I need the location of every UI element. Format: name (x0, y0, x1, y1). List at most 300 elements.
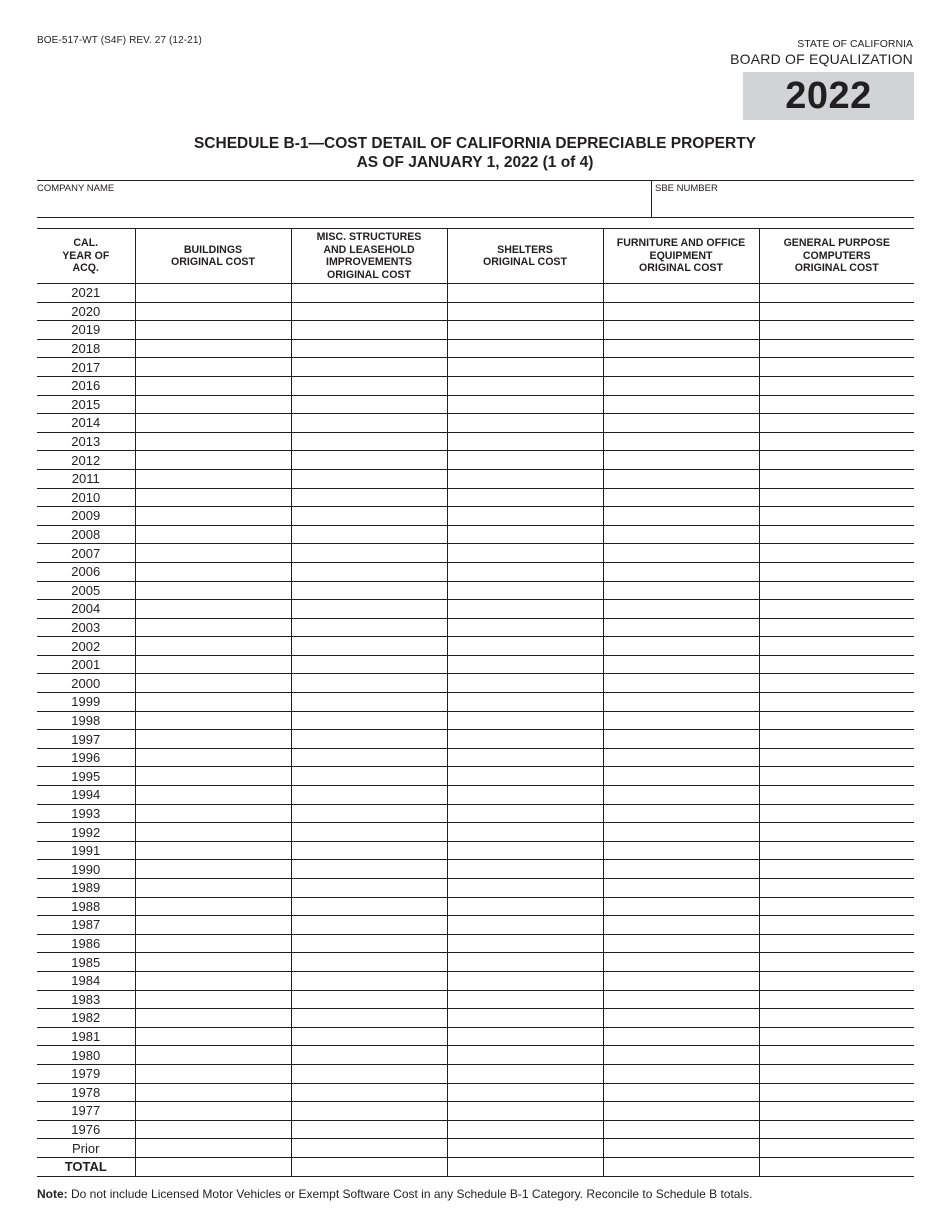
shelters-cell[interactable] (447, 990, 603, 1009)
furniture-cell[interactable] (603, 581, 759, 600)
buildings-cell[interactable] (135, 916, 291, 935)
computers-cell[interactable] (759, 618, 914, 637)
table-row (37, 916, 914, 935)
table-row (37, 488, 914, 507)
furniture-cell[interactable] (603, 655, 759, 674)
shelters-cell[interactable] (447, 1064, 603, 1083)
buildings-cell[interactable] (135, 1139, 291, 1158)
year-cell: 2002 (37, 637, 135, 656)
furniture-cell[interactable] (603, 1139, 759, 1158)
furniture-cell[interactable] (603, 934, 759, 953)
table-row (37, 451, 914, 470)
shelters-cell[interactable] (447, 544, 603, 563)
computers-cell[interactable] (759, 1027, 914, 1046)
misc-structures-cell[interactable] (291, 841, 447, 860)
furniture-cell[interactable] (603, 525, 759, 544)
table-row (37, 693, 914, 712)
misc-structures-cell[interactable] (291, 693, 447, 712)
computers-cell[interactable] (759, 507, 914, 526)
furniture-cell[interactable] (603, 786, 759, 805)
computers-cell[interactable] (759, 1064, 914, 1083)
shelters-cell[interactable] (447, 637, 603, 656)
misc-structures-cell[interactable] (291, 711, 447, 730)
buildings-cell[interactable] (135, 507, 291, 526)
furniture-cell[interactable] (603, 897, 759, 916)
furniture-cell[interactable] (603, 971, 759, 990)
misc-structures-cell[interactable] (291, 748, 447, 767)
misc-structures-cell[interactable] (291, 284, 447, 303)
computers-cell[interactable] (759, 395, 914, 414)
year-cell: 2008 (37, 525, 135, 544)
misc-structures-cell[interactable] (291, 990, 447, 1009)
misc-structures-cell[interactable] (291, 525, 447, 544)
furniture-cell[interactable] (603, 1120, 759, 1139)
shelters-cell[interactable] (447, 525, 603, 544)
buildings-cell[interactable] (135, 730, 291, 749)
buildings-cell[interactable] (135, 748, 291, 767)
furniture-cell[interactable] (603, 451, 759, 470)
furniture-cell[interactable] (603, 879, 759, 898)
furniture-cell[interactable] (603, 953, 759, 972)
shelters-cell[interactable] (447, 971, 603, 990)
misc-structures-cell[interactable] (291, 730, 447, 749)
misc-structures-cell[interactable] (291, 488, 447, 507)
buildings-cell[interactable] (135, 414, 291, 433)
shelters-cell[interactable] (447, 655, 603, 674)
misc-structures-cell[interactable] (291, 339, 447, 358)
furniture-cell[interactable] (603, 469, 759, 488)
computers-cell[interactable] (759, 655, 914, 674)
shelters-cell[interactable] (447, 376, 603, 395)
computers-cell[interactable] (759, 693, 914, 712)
shelters-cell[interactable] (447, 302, 603, 321)
shelters-cell[interactable] (447, 488, 603, 507)
furniture-cell[interactable] (603, 860, 759, 879)
buildings-cell[interactable] (135, 1009, 291, 1028)
misc-structures-cell[interactable] (291, 1046, 447, 1065)
furniture-cell[interactable] (603, 488, 759, 507)
misc-structures-cell[interactable] (291, 1009, 447, 1028)
year-cell: 2011 (37, 469, 135, 488)
furniture-cell[interactable] (603, 414, 759, 433)
form-number: BOE-517-WT (S4F) REV. 27 (12-21) (37, 35, 202, 46)
shelters-cell[interactable] (447, 562, 603, 581)
computers-cell[interactable] (759, 953, 914, 972)
computers-cell[interactable] (759, 1046, 914, 1065)
furniture-cell[interactable] (603, 637, 759, 656)
table-row (37, 507, 914, 526)
total-furniture-cell[interactable] (603, 1157, 759, 1176)
furniture-cell[interactable] (603, 1027, 759, 1046)
col-header-year: CAL. YEAR OF ACQ. (37, 229, 135, 284)
furniture-cell[interactable] (603, 562, 759, 581)
buildings-cell[interactable] (135, 804, 291, 823)
shelters-cell[interactable] (447, 432, 603, 451)
buildings-cell[interactable] (135, 284, 291, 303)
table-row (37, 655, 914, 674)
misc-structures-cell[interactable] (291, 432, 447, 451)
furniture-cell[interactable] (603, 302, 759, 321)
year-cell: 2016 (37, 376, 135, 395)
buildings-cell[interactable] (135, 767, 291, 786)
computers-cell[interactable] (759, 581, 914, 600)
computers-cell[interactable] (759, 284, 914, 303)
misc-structures-cell[interactable] (291, 804, 447, 823)
misc-structures-cell[interactable] (291, 879, 447, 898)
misc-structures-cell[interactable] (291, 600, 447, 619)
year-cell: 2010 (37, 488, 135, 507)
computers-cell[interactable] (759, 1120, 914, 1139)
year-cell: 2009 (37, 507, 135, 526)
buildings-cell[interactable] (135, 879, 291, 898)
misc-structures-cell[interactable] (291, 1064, 447, 1083)
buildings-cell[interactable] (135, 469, 291, 488)
buildings-cell[interactable] (135, 674, 291, 693)
buildings-cell[interactable] (135, 358, 291, 377)
furniture-cell[interactable] (603, 693, 759, 712)
buildings-cell[interactable] (135, 637, 291, 656)
misc-structures-cell[interactable] (291, 321, 447, 340)
computers-cell[interactable] (759, 897, 914, 916)
shelters-cell[interactable] (447, 916, 603, 935)
year-cell: 2017 (37, 358, 135, 377)
buildings-cell[interactable] (135, 451, 291, 470)
table-row (37, 879, 914, 898)
computers-cell[interactable] (759, 748, 914, 767)
buildings-cell[interactable] (135, 953, 291, 972)
misc-structures-cell[interactable] (291, 934, 447, 953)
computers-cell[interactable] (759, 786, 914, 805)
buildings-cell[interactable] (135, 339, 291, 358)
misc-structures-cell[interactable] (291, 1083, 447, 1102)
buildings-cell[interactable] (135, 1102, 291, 1121)
furniture-cell[interactable] (603, 767, 759, 786)
furniture-cell[interactable] (603, 284, 759, 303)
buildings-cell[interactable] (135, 1120, 291, 1139)
buildings-cell[interactable] (135, 544, 291, 563)
shelters-cell[interactable] (447, 804, 603, 823)
computers-cell[interactable] (759, 414, 914, 433)
buildings-cell[interactable] (135, 432, 291, 451)
agency-name: BOARD OF EQUALIZATION (730, 51, 913, 67)
shelters-cell[interactable] (447, 395, 603, 414)
table-row (37, 786, 914, 805)
computers-cell[interactable] (759, 637, 914, 656)
computers-cell[interactable] (759, 488, 914, 507)
shelters-cell[interactable] (447, 934, 603, 953)
computers-cell[interactable] (759, 302, 914, 321)
misc-structures-cell[interactable] (291, 507, 447, 526)
total-shelters-cell[interactable] (447, 1157, 603, 1176)
sbe-number-field[interactable] (651, 181, 914, 217)
misc-structures-cell[interactable] (291, 953, 447, 972)
computers-cell[interactable] (759, 432, 914, 451)
misc-structures-cell[interactable] (291, 544, 447, 563)
shelters-cell[interactable] (447, 1027, 603, 1046)
page-title (0, 134, 950, 172)
computers-cell[interactable] (759, 804, 914, 823)
shelters-cell[interactable] (447, 339, 603, 358)
furniture-cell[interactable] (603, 730, 759, 749)
year-cell: 1986 (37, 934, 135, 953)
furniture-cell[interactable] (603, 507, 759, 526)
furniture-cell[interactable] (603, 711, 759, 730)
buildings-cell[interactable] (135, 990, 291, 1009)
misc-structures-cell[interactable] (291, 823, 447, 842)
furniture-cell[interactable] (603, 1064, 759, 1083)
table-row (37, 1083, 914, 1102)
misc-structures-cell[interactable] (291, 562, 447, 581)
buildings-cell[interactable] (135, 321, 291, 340)
year-cell: 2021 (37, 284, 135, 303)
col-header-furniture: FURNITURE AND OFFICE EQUIPMENT ORIGINAL COST (603, 229, 759, 284)
buildings-cell[interactable] (135, 600, 291, 619)
year-cell: 1984 (37, 971, 135, 990)
shelters-cell[interactable] (447, 841, 603, 860)
shelters-cell[interactable] (447, 693, 603, 712)
buildings-cell[interactable] (135, 841, 291, 860)
total-misc-structures-cell[interactable] (291, 1157, 447, 1176)
computers-cell[interactable] (759, 544, 914, 563)
misc-structures-cell[interactable] (291, 916, 447, 935)
computers-cell[interactable] (759, 990, 914, 1009)
computers-cell[interactable] (759, 376, 914, 395)
furniture-cell[interactable] (603, 376, 759, 395)
shelters-cell[interactable] (447, 451, 603, 470)
computers-cell[interactable] (759, 1083, 914, 1102)
shelters-cell[interactable] (447, 674, 603, 693)
computers-cell[interactable] (759, 971, 914, 990)
misc-structures-cell[interactable] (291, 469, 447, 488)
col-header-misc-structures: MISC. STRUCTURES AND LEASEHOLD IMPROVEMENTS ORIGINAL COST (291, 229, 447, 284)
furniture-cell[interactable] (603, 674, 759, 693)
shelters-cell[interactable] (447, 358, 603, 377)
furniture-cell[interactable] (603, 748, 759, 767)
shelters-cell[interactable] (447, 600, 603, 619)
shelters-cell[interactable] (447, 767, 603, 786)
year-cell: 1998 (37, 711, 135, 730)
table-row (37, 618, 914, 637)
state-name: STATE OF CALIFORNIA (797, 38, 913, 50)
furniture-cell[interactable] (603, 1046, 759, 1065)
shelters-cell[interactable] (447, 860, 603, 879)
shelters-cell[interactable] (447, 321, 603, 340)
computers-cell[interactable] (759, 451, 914, 470)
computers-cell[interactable] (759, 711, 914, 730)
buildings-cell[interactable] (135, 1083, 291, 1102)
total-buildings-cell[interactable] (135, 1157, 291, 1176)
furniture-cell[interactable] (603, 321, 759, 340)
shelters-cell[interactable] (447, 823, 603, 842)
year-cell: 1983 (37, 990, 135, 1009)
misc-structures-cell[interactable] (291, 655, 447, 674)
buildings-cell[interactable] (135, 618, 291, 637)
shelters-cell[interactable] (447, 1139, 603, 1158)
computers-cell[interactable] (759, 1009, 914, 1028)
computers-cell[interactable] (759, 934, 914, 953)
furniture-cell[interactable] (603, 841, 759, 860)
furniture-cell[interactable] (603, 823, 759, 842)
buildings-cell[interactable] (135, 693, 291, 712)
misc-structures-cell[interactable] (291, 674, 447, 693)
computers-cell[interactable] (759, 860, 914, 879)
furniture-cell[interactable] (603, 916, 759, 935)
year-cell: 1997 (37, 730, 135, 749)
shelters-cell[interactable] (447, 1102, 603, 1121)
year-cell: 2018 (37, 339, 135, 358)
misc-structures-cell[interactable] (291, 897, 447, 916)
buildings-cell[interactable] (135, 376, 291, 395)
title-line-1: SCHEDULE B-1—COST DETAIL OF CALIFORNIA DEPRECIABLE PROPERTY (193, 135, 757, 152)
computers-cell[interactable] (759, 321, 914, 340)
buildings-cell[interactable] (135, 1027, 291, 1046)
misc-structures-cell[interactable] (291, 618, 447, 637)
computers-cell[interactable] (759, 525, 914, 544)
buildings-cell[interactable] (135, 395, 291, 414)
year-cell: 2013 (37, 432, 135, 451)
misc-structures-cell[interactable] (291, 637, 447, 656)
furniture-cell[interactable] (603, 1009, 759, 1028)
computers-cell[interactable] (759, 841, 914, 860)
table-row (37, 581, 914, 600)
misc-structures-cell[interactable] (291, 971, 447, 990)
year-cell: 2020 (37, 302, 135, 321)
year-cell: 1976 (37, 1120, 135, 1139)
computers-cell[interactable] (759, 1102, 914, 1121)
misc-structures-cell[interactable] (291, 1102, 447, 1121)
buildings-cell[interactable] (135, 934, 291, 953)
table-row (37, 971, 914, 990)
year-cell: 1985 (37, 953, 135, 972)
misc-structures-cell[interactable] (291, 767, 447, 786)
shelters-cell[interactable] (447, 879, 603, 898)
misc-structures-cell[interactable] (291, 1139, 447, 1158)
shelters-cell[interactable] (447, 507, 603, 526)
furniture-cell[interactable] (603, 339, 759, 358)
buildings-cell[interactable] (135, 971, 291, 990)
table-row (37, 953, 914, 972)
cost-detail-table (37, 228, 914, 1177)
buildings-cell[interactable] (135, 860, 291, 879)
shelters-cell[interactable] (447, 730, 603, 749)
table-row (37, 544, 914, 563)
table-row (37, 767, 914, 786)
misc-structures-cell[interactable] (291, 358, 447, 377)
shelters-cell[interactable] (447, 414, 603, 433)
buildings-cell[interactable] (135, 581, 291, 600)
misc-structures-cell[interactable] (291, 860, 447, 879)
table-row (37, 990, 914, 1009)
misc-structures-cell[interactable] (291, 581, 447, 600)
computers-cell[interactable] (759, 879, 914, 898)
buildings-cell[interactable] (135, 1046, 291, 1065)
table-row (37, 600, 914, 619)
shelters-cell[interactable] (447, 1009, 603, 1028)
shelters-cell[interactable] (447, 284, 603, 303)
misc-structures-cell[interactable] (291, 1027, 447, 1046)
furniture-cell[interactable] (603, 990, 759, 1009)
furniture-cell[interactable] (603, 395, 759, 414)
furniture-cell[interactable] (603, 358, 759, 377)
year-cell: 2001 (37, 655, 135, 674)
buildings-cell[interactable] (135, 897, 291, 916)
misc-structures-cell[interactable] (291, 302, 447, 321)
year-cell: 1988 (37, 897, 135, 916)
shelters-cell[interactable] (447, 469, 603, 488)
computers-cell[interactable] (759, 562, 914, 581)
computers-cell[interactable] (759, 469, 914, 488)
computers-cell[interactable] (759, 823, 914, 842)
computers-cell[interactable] (759, 339, 914, 358)
total-computers-cell[interactable] (759, 1157, 914, 1176)
shelters-cell[interactable] (447, 786, 603, 805)
col-header-buildings: BUILDINGS ORIGINAL COST (135, 229, 291, 284)
shelters-cell[interactable] (447, 1120, 603, 1139)
misc-structures-cell[interactable] (291, 376, 447, 395)
title-line-2: AS OF JANUARY 1, 2022 (1 of 4) (356, 154, 594, 171)
buildings-cell[interactable] (135, 1064, 291, 1083)
year-cell: 1995 (37, 767, 135, 786)
year-cell: 2000 (37, 674, 135, 693)
computers-cell[interactable] (759, 1139, 914, 1158)
furniture-cell[interactable] (603, 600, 759, 619)
table-row (37, 321, 914, 340)
year-cell: 2006 (37, 562, 135, 581)
buildings-cell[interactable] (135, 711, 291, 730)
buildings-cell[interactable] (135, 562, 291, 581)
furniture-cell[interactable] (603, 618, 759, 637)
computers-cell[interactable] (759, 600, 914, 619)
shelters-cell[interactable] (447, 1083, 603, 1102)
buildings-cell[interactable] (135, 655, 291, 674)
buildings-cell[interactable] (135, 823, 291, 842)
misc-structures-cell[interactable] (291, 786, 447, 805)
furniture-cell[interactable] (603, 1083, 759, 1102)
computers-cell[interactable] (759, 767, 914, 786)
shelters-cell[interactable] (447, 748, 603, 767)
computers-cell[interactable] (759, 674, 914, 693)
buildings-cell[interactable] (135, 786, 291, 805)
misc-structures-cell[interactable] (291, 395, 447, 414)
year-cell: 1979 (37, 1064, 135, 1083)
year-cell: 2004 (37, 600, 135, 619)
furniture-cell[interactable] (603, 544, 759, 563)
computers-cell[interactable] (759, 730, 914, 749)
buildings-cell[interactable] (135, 488, 291, 507)
misc-structures-cell[interactable] (291, 414, 447, 433)
table-row (37, 748, 914, 767)
furniture-cell[interactable] (603, 1102, 759, 1121)
buildings-cell[interactable] (135, 525, 291, 544)
misc-structures-cell[interactable] (291, 1120, 447, 1139)
company-name-field[interactable] (37, 181, 651, 217)
year-cell: 2019 (37, 321, 135, 340)
shelters-cell[interactable] (447, 581, 603, 600)
buildings-cell[interactable] (135, 302, 291, 321)
misc-structures-cell[interactable] (291, 451, 447, 470)
shelters-cell[interactable] (447, 897, 603, 916)
shelters-cell[interactable] (447, 953, 603, 972)
shelters-cell[interactable] (447, 711, 603, 730)
computers-cell[interactable] (759, 358, 914, 377)
shelters-cell[interactable] (447, 1046, 603, 1065)
shelters-cell[interactable] (447, 618, 603, 637)
table-row (37, 432, 914, 451)
computers-cell[interactable] (759, 916, 914, 935)
table-row (37, 823, 914, 842)
furniture-cell[interactable] (603, 432, 759, 451)
furniture-cell[interactable] (603, 804, 759, 823)
